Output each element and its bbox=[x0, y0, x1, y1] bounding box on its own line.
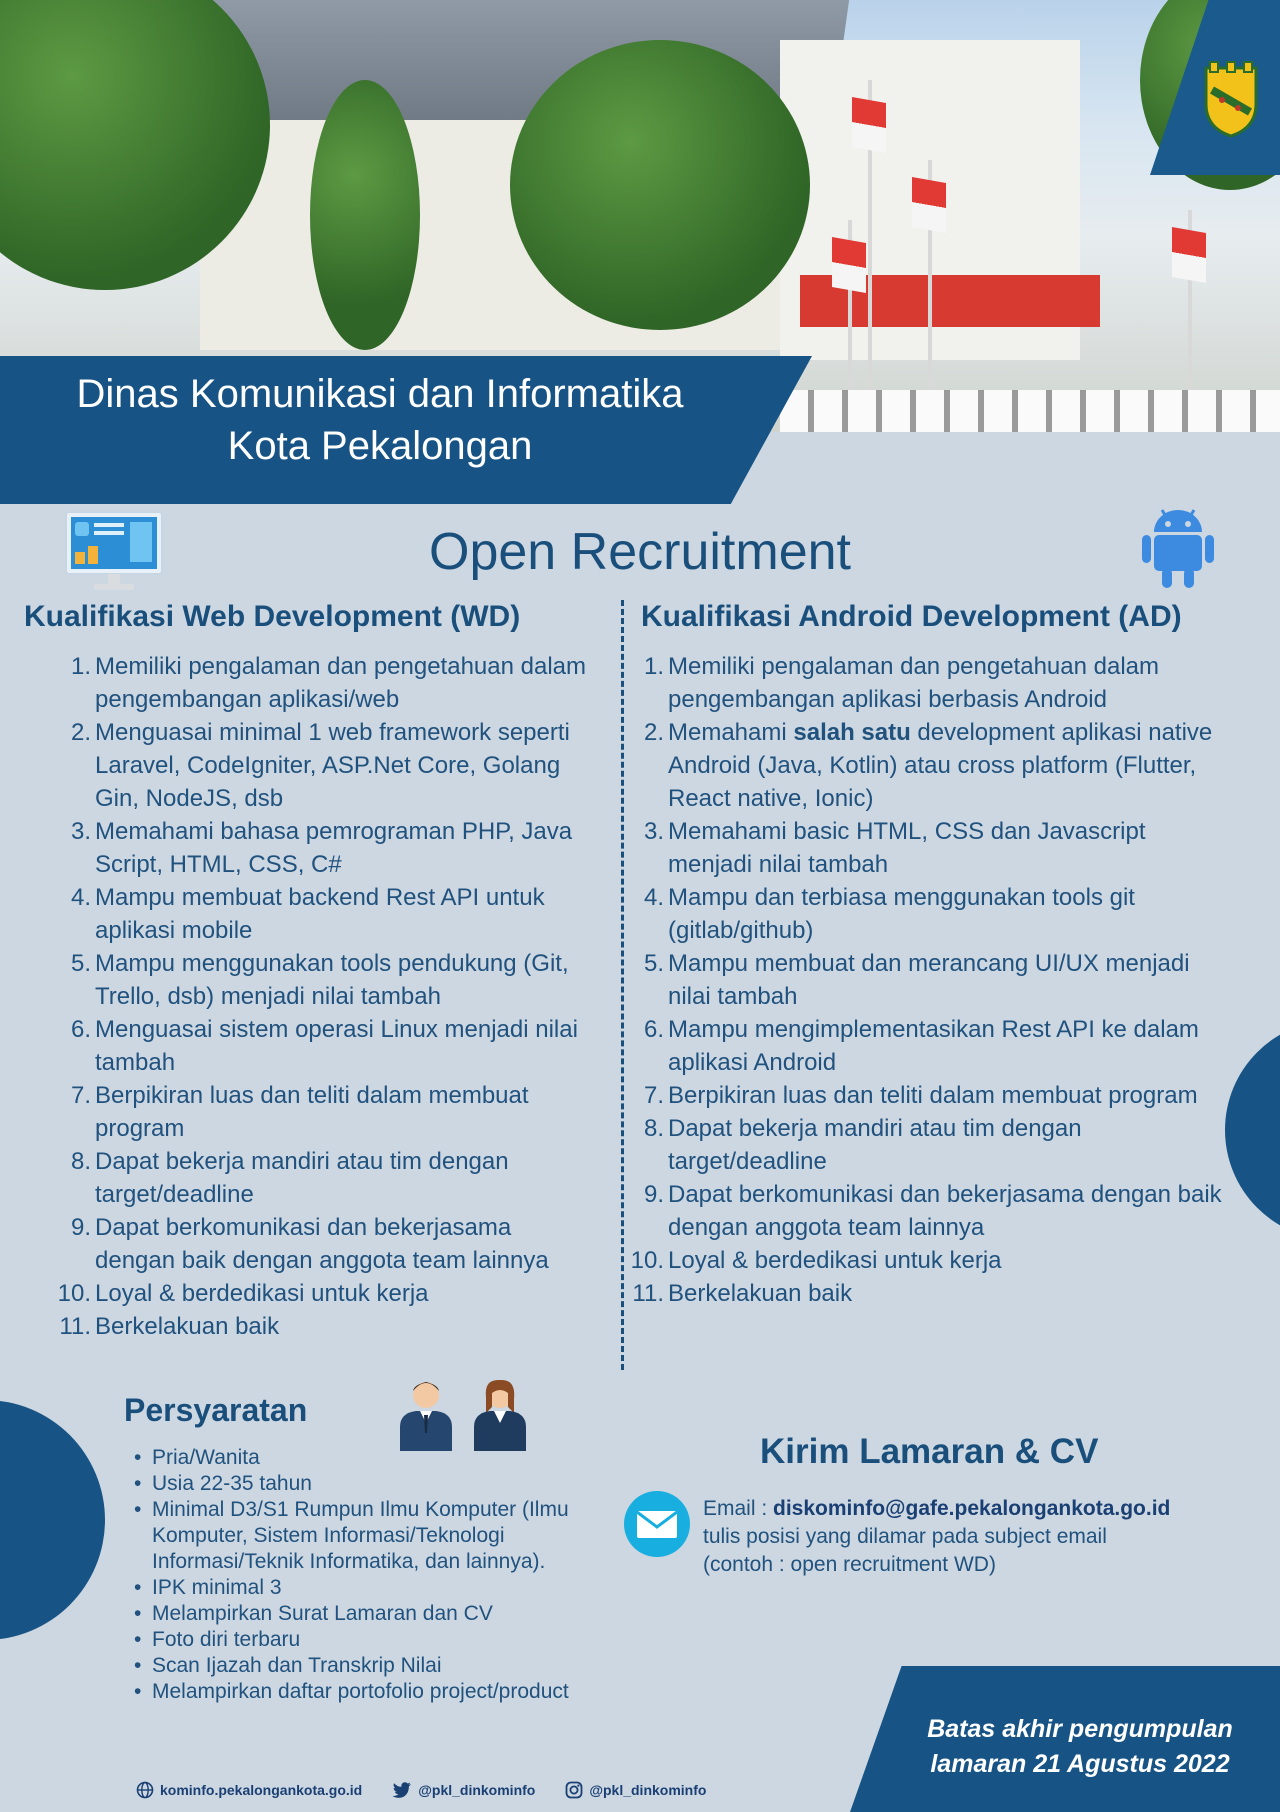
mail-icon-circle bbox=[624, 1491, 690, 1557]
list-item: 4. Mampu dan terbiasa menggunakan tools git (gitlab/github) bbox=[643, 884, 1135, 944]
kota-logo-icon bbox=[1202, 60, 1260, 138]
twitter-icon bbox=[392, 1781, 412, 1799]
fence bbox=[780, 390, 1280, 432]
list-item: 3. Memahami basic HTML, CSS dan Javascript menjadi nilai tambah bbox=[643, 818, 1146, 878]
office-title: Dinas Komunikasi dan Informatika bbox=[76, 372, 684, 416]
list-item: 6. Menguasai sistem operasi Linux menjadi nilai tambah bbox=[70, 1016, 578, 1076]
decor-circle-left bbox=[0, 1400, 105, 1640]
list-item: 1. Memiliki pengalaman dan pengetahuan dalam pengembangan aplikasi berbasis Android bbox=[643, 653, 1159, 713]
tree-center bbox=[510, 40, 810, 330]
list-item: 10. Loyal & berdedikasi untuk kerja bbox=[57, 1280, 429, 1307]
list-item: 5. Mampu membuat dan merancang UI/UX menjadi nilai tambah bbox=[643, 950, 1190, 1010]
deadline-line1: Batas akhir pengumpulan bbox=[927, 1715, 1233, 1743]
flag bbox=[912, 177, 946, 233]
deadline-line2: lamaran 21 Agustus 2022 bbox=[930, 1750, 1230, 1778]
globe-icon bbox=[136, 1781, 154, 1799]
requirements-list bbox=[134, 1445, 654, 1705]
list-item: 10. Loyal & berdedikasi untuk kerja bbox=[630, 1247, 1002, 1274]
android-icon bbox=[1140, 502, 1216, 592]
flag bbox=[852, 97, 886, 153]
android-dev-list bbox=[630, 650, 1224, 1310]
list-item: • Scan Ijazah dan Transkrip Nilai bbox=[134, 1653, 654, 1679]
list-item: • Usia 22-35 tahun bbox=[134, 1471, 654, 1497]
email-example: (contoh : open recruitment WD) bbox=[703, 1553, 996, 1576]
list-item: 1. Memiliki pengalaman dan pengetahuan dalam pengembangan aplikasi/web bbox=[70, 653, 586, 713]
list-item: 2. Menguasai minimal 1 web framework seperti Laravel, CodeIgniter, ASP.Net Core, Golang Gin, NodeJS, dsb bbox=[70, 719, 570, 812]
list-item: • Foto diri terbaru bbox=[134, 1627, 654, 1653]
instagram-link[interactable]: @pkl_dinkominfo bbox=[565, 1781, 706, 1799]
list-item: 9. Dapat berkomunikasi dan bekerjasama dengan baik dengan anggota team lainnya bbox=[643, 1181, 1222, 1241]
list-item: 2. Memahami salah satu development aplikasi native Android (Java, Kotlin) atau cross platform (Flutter, React native, Ionic) bbox=[643, 719, 1213, 812]
list-item: • Minimal D3/S1 Rumpun Ilmu Komputer (Ilmu Komputer, Sistem Informasi/Teknologi Informasi/Teknik Informatika, dan lainnya). bbox=[134, 1497, 654, 1575]
list-item: 8. Dapat bekerja mandiri atau tim dengan target/deadline bbox=[70, 1148, 509, 1208]
instagram-icon bbox=[565, 1781, 583, 1799]
list-item: • Melampirkan Surat Lamaran dan CV bbox=[134, 1601, 654, 1627]
people-icon bbox=[394, 1377, 534, 1451]
list-item: 11. Berkelakuan baik bbox=[59, 1313, 280, 1340]
list-item: • Pria/Wanita bbox=[134, 1445, 654, 1471]
flag bbox=[832, 237, 866, 293]
tree-slim bbox=[310, 80, 420, 350]
email-line: Email : diskominfo@gafe.pekalongankota.go.id bbox=[703, 1497, 1171, 1520]
list-item: 8. Dapat bekerja mandiri atau tim dengan target/deadline bbox=[643, 1115, 1082, 1175]
flag bbox=[1172, 227, 1206, 283]
email-info bbox=[703, 1495, 1263, 1579]
android-dev-title: Kualifikasi Android Development (AD) bbox=[641, 600, 1182, 633]
email-instruction: tulis posisi yang dilamar pada subject email bbox=[703, 1525, 1107, 1548]
city-title: Kota Pekalongan bbox=[227, 424, 533, 468]
send-application-title: Kirim Lamaran & CV bbox=[760, 1432, 1099, 1471]
list-item: • Melampirkan daftar portofolio project/product bbox=[134, 1679, 654, 1705]
requirements-title: Persyaratan bbox=[124, 1392, 308, 1428]
list-item: 11. Berkelakuan baik bbox=[632, 1280, 853, 1307]
list-item: • IPK minimal 3 bbox=[134, 1575, 654, 1601]
web-dev-title: Kualifikasi Web Development (WD) bbox=[24, 600, 521, 633]
list-item: 6. Mampu mengimplementasikan Rest API ke dalam aplikasi Android bbox=[643, 1016, 1199, 1076]
list-item: 4. Mampu membuat backend Rest API untuk aplikasi mobile bbox=[70, 884, 545, 944]
website-link[interactable]: kominfo.pekalongankota.go.id bbox=[136, 1781, 362, 1799]
list-item: 9. Dapat berkomunikasi dan bekerjasama dengan baik dengan anggota team lainnya bbox=[70, 1214, 549, 1274]
list-item: 5. Mampu menggunakan tools pendukung (Git, Trello, dsb) menjadi nilai tambah bbox=[70, 950, 569, 1010]
decor-circle-right bbox=[1225, 1020, 1280, 1240]
web-dev-list bbox=[57, 650, 586, 1343]
deadline-text bbox=[880, 1712, 1280, 1782]
twitter-link[interactable]: @pkl_dinkominfo bbox=[392, 1781, 535, 1799]
list-item: 7. Berpikiran luas dan teliti dalam membuat program bbox=[643, 1082, 1198, 1109]
email-address[interactable]: diskominfo@gafe.pekalongankota.go.id bbox=[773, 1497, 1171, 1520]
page-heading: Open Recruitment bbox=[429, 523, 851, 581]
list-item: 7. Berpikiran luas dan teliti dalam membuat program bbox=[70, 1082, 529, 1142]
list-item: 3. Memahami bahasa pemrograman PHP, Java Script, HTML, CSS, C# bbox=[70, 818, 573, 878]
footer-socials bbox=[136, 1781, 706, 1799]
mail-icon bbox=[624, 1491, 690, 1557]
